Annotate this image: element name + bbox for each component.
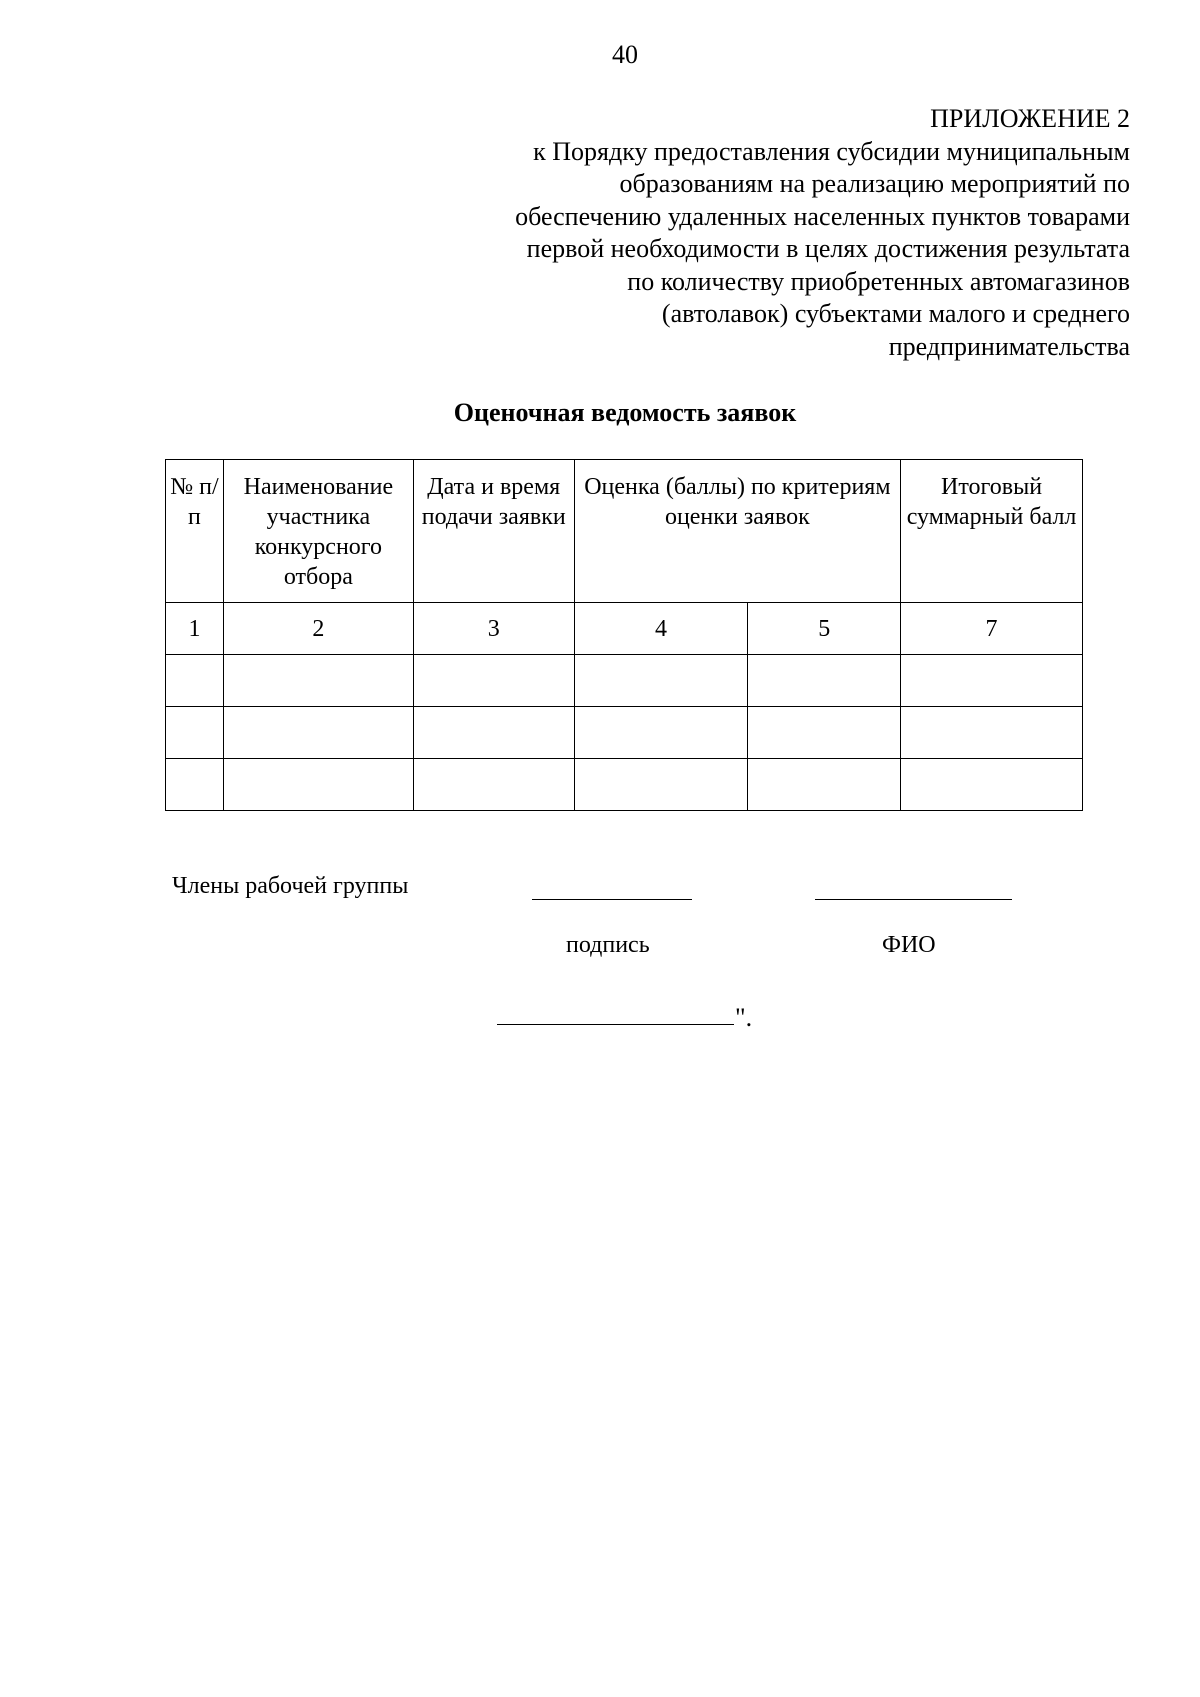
table-cell (223, 759, 413, 811)
closing-quote-mark: ". (735, 1003, 753, 1032)
page-number: 40 (612, 40, 638, 69)
signature-line (532, 899, 692, 900)
appendix-line: образованиям на реализацию мероприятий по (619, 169, 1130, 198)
table-cell (223, 655, 413, 707)
table-cell (574, 759, 748, 811)
table-cell (574, 655, 748, 707)
column-number: 4 (574, 603, 748, 655)
appendix-line: первой необходимости в целях достижения результата (526, 234, 1130, 263)
table-cell (901, 707, 1083, 759)
header-total-score: Итоговый суммарный балл (901, 460, 1083, 603)
table-cell (748, 655, 901, 707)
column-number: 2 (223, 603, 413, 655)
table-cell (413, 759, 574, 811)
table-cell (413, 655, 574, 707)
header-criteria-score: Оценка (баллы) по критериям оценки заявок (574, 460, 900, 603)
table-row (166, 655, 1083, 707)
appendix-line: предпринимательства (888, 331, 1130, 361)
header-number: № п/п (166, 460, 224, 603)
table-row (166, 759, 1083, 811)
name-line (815, 899, 1012, 900)
table-cell (413, 707, 574, 759)
column-number: 7 (901, 603, 1083, 655)
table-cell (223, 707, 413, 759)
column-number: 3 (413, 603, 574, 655)
appendix-line: (автолавок) субъектами малого и среднего (661, 299, 1130, 328)
table-cell (166, 707, 224, 759)
column-number: 5 (748, 603, 901, 655)
table-cell (574, 707, 748, 759)
table-cell (901, 759, 1083, 811)
table-cell (166, 759, 224, 811)
table-cell (748, 759, 901, 811)
signature-caption: подпись (566, 932, 650, 958)
appendix-line: по количеству приобретенных автомагазинов (627, 266, 1130, 296)
name-caption: ФИО (882, 932, 936, 958)
column-number-row (166, 603, 1083, 655)
appendix-line: обеспечению удаленных населенных пунктов товарами (515, 201, 1130, 231)
header-participant-name: Наименование участника конкурсного отбора (223, 460, 413, 603)
table-header-row (166, 460, 1083, 603)
table-cell (166, 655, 224, 707)
appendix-line: к Порядку предоставления субсидии муниципальным (533, 136, 1130, 166)
working-group-label: Члены рабочей группы (172, 873, 409, 899)
appendix-title: ПРИЛОЖЕНИЕ 2 (930, 104, 1130, 133)
table-cell (748, 707, 901, 759)
table-cell (901, 655, 1083, 707)
document-title: Оценочная ведомость заявок (453, 398, 797, 427)
table-row (166, 707, 1083, 759)
evaluation-table (165, 459, 1083, 811)
appendix-header (430, 103, 1130, 363)
header-submission-datetime: Дата и время подачи заявки (413, 460, 574, 603)
column-number: 1 (166, 603, 224, 655)
date-line (497, 1024, 734, 1025)
